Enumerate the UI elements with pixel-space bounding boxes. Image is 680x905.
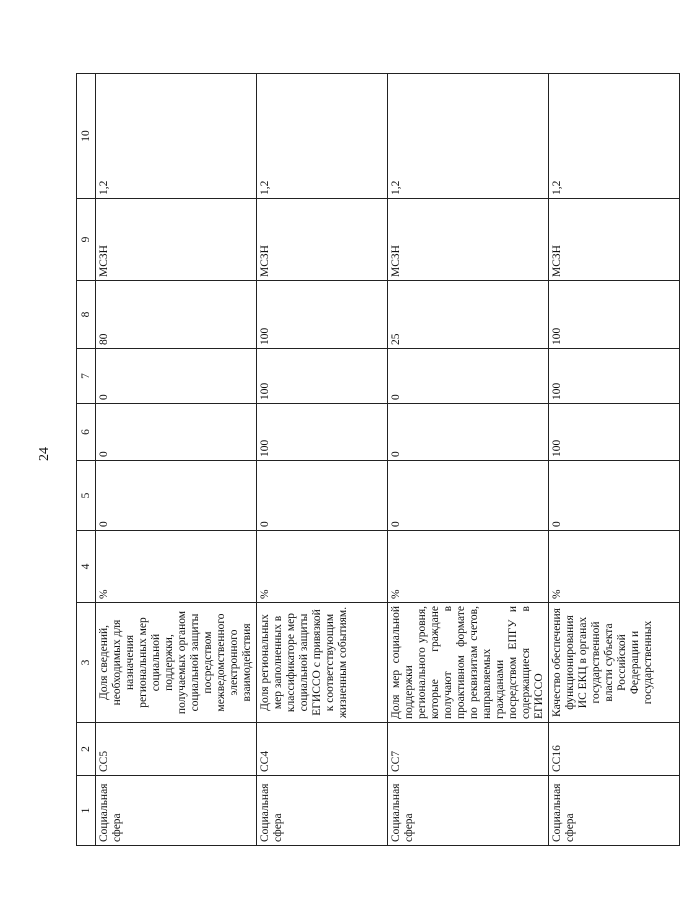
- header-cell: 4: [77, 531, 96, 603]
- agency-cell: МСЗН: [549, 199, 680, 281]
- unit-cell: %: [257, 531, 388, 603]
- header-cell: 8: [77, 281, 96, 349]
- value-cell: 0: [388, 349, 549, 404]
- agency-cell: МСЗН: [388, 199, 549, 281]
- unit-cell: %: [388, 531, 549, 603]
- value-cell: 100: [549, 281, 680, 349]
- header-cell: 6: [77, 404, 96, 461]
- code-cell: СС4: [257, 723, 388, 776]
- table-row: [96, 74, 257, 846]
- table-row: [388, 74, 549, 846]
- unit-cell: %: [96, 531, 257, 603]
- indicators-table: [76, 73, 680, 846]
- value-cell: 100: [549, 349, 680, 404]
- value-cell: 100: [549, 404, 680, 461]
- header-cell: 7: [77, 349, 96, 404]
- value-cell: 1,2: [96, 74, 257, 199]
- agency-cell: МСЗН: [257, 199, 388, 281]
- sphere-cell: Социальная сфера: [549, 776, 680, 846]
- value-cell: 0: [96, 349, 257, 404]
- indicator-cell: Доля сведений, необходимых для назначения региональных мер социальной поддержки, получаемых органом социальной защиты посредством межведомственного электронного взаимодействия: [96, 603, 257, 723]
- indicator-cell: Доля мер социальной поддержки регионального уровня, которые граждане получают в проактивном формате по реквизитам счетов, направляемых гражданами посредством ЕПГУ и содержащиеся в ЕГИССО: [388, 603, 549, 723]
- indicator-cell: Качество обеспечения функционирования ИС ЕКЦ в органах государственной власти субъекта Российской Федерации и государственных: [549, 603, 680, 723]
- value-cell: 0: [388, 404, 549, 461]
- sphere-cell: Социальная сфера: [388, 776, 549, 846]
- value-cell: 1,2: [388, 74, 549, 199]
- header-cell: 2: [77, 723, 96, 776]
- header-cell: 10: [77, 74, 96, 199]
- page-number: 24: [37, 447, 52, 461]
- code-cell: СС7: [388, 723, 549, 776]
- value-cell: 0: [96, 461, 257, 531]
- header-row: [77, 74, 96, 846]
- value-cell: 0: [257, 461, 388, 531]
- value-cell: 25: [388, 281, 549, 349]
- agency-cell: МСЗН: [96, 199, 257, 281]
- value-cell: 0: [549, 461, 680, 531]
- sphere-cell: Социальная сфера: [96, 776, 257, 846]
- header-cell: 5: [77, 461, 96, 531]
- value-cell: 1,2: [257, 74, 388, 199]
- value-cell: 0: [96, 404, 257, 461]
- table-row: [257, 74, 388, 846]
- value-cell: 100: [257, 349, 388, 404]
- value-cell: 100: [257, 281, 388, 349]
- header-cell: 1: [77, 776, 96, 846]
- sphere-cell: Социальная сфера: [257, 776, 388, 846]
- value-cell: 0: [388, 461, 549, 531]
- code-cell: СС16: [549, 723, 680, 776]
- table-row: [549, 74, 680, 846]
- value-cell: 1,2: [549, 74, 680, 199]
- header-cell: 3: [77, 603, 96, 723]
- value-cell: 80: [96, 281, 257, 349]
- indicator-cell: Доля региональных мер заполненных в классификаторе мер социальной защиты ЕГИССО с привязкой к соответствующим жизненным событиям.: [257, 603, 388, 723]
- rotated-table-container: [76, 74, 654, 846]
- header-cell: 9: [77, 199, 96, 281]
- value-cell: 100: [257, 404, 388, 461]
- unit-cell: %: [549, 531, 680, 603]
- code-cell: СС5: [96, 723, 257, 776]
